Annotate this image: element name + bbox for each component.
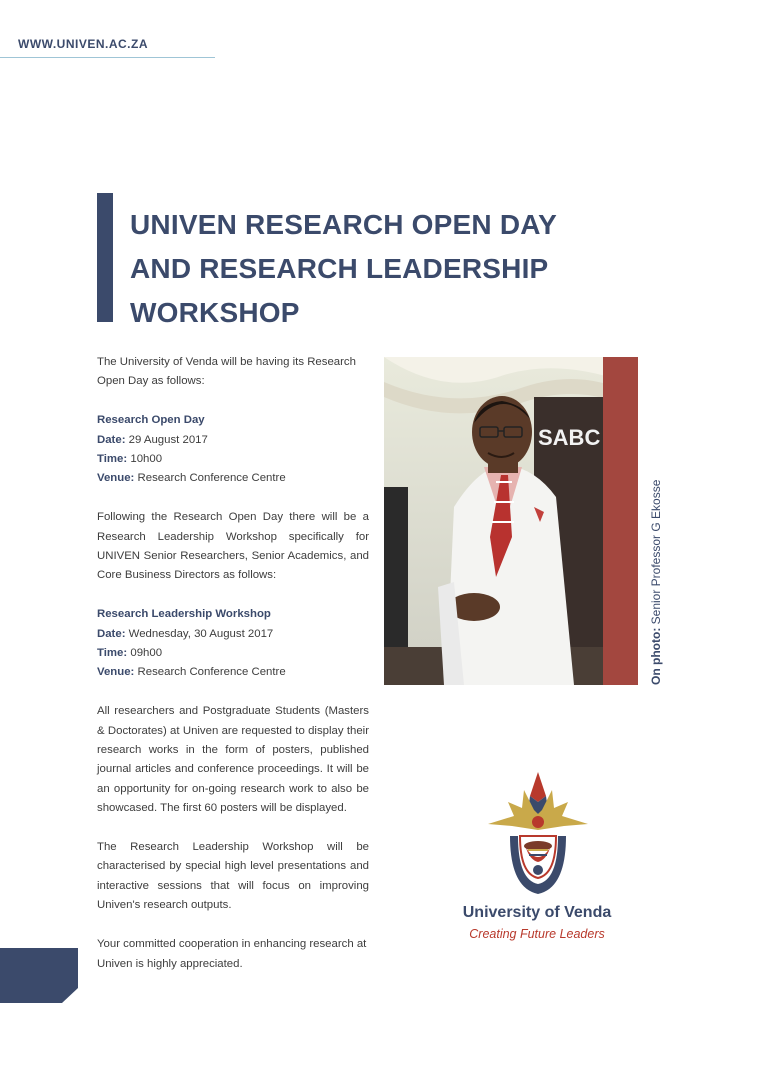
presentations-paragraph: The Research Leadership Workshop will be characterised by special high level presentations and interactive sessions that will focus on improving Univen's research outputs. xyxy=(97,841,369,912)
university-name: University of Venda xyxy=(462,904,612,921)
posters-paragraph: All researchers and Postgraduate Students (Masters & Doctorates) at Univen are requested to display their research works in the form of posters, published journal articles and conference proceedings. It will be an opportunity for on-going research work to also be showcased. The first 60 posters will be displayed. xyxy=(97,705,369,815)
open-day-heading: Research Open Day xyxy=(97,414,205,427)
workshop-date: Date: Wednesday, 30 August 2017 xyxy=(97,627,274,640)
workshop-venue: Venue: Research Conference Centre xyxy=(97,666,286,679)
intro-paragraph: The University of Venda will be having its Research Open Day as follows: xyxy=(97,356,356,388)
closing-paragraph: Your committed cooperation in enhancing research at Univen is highly appreciated. xyxy=(97,938,367,970)
photo-accent-strip xyxy=(603,357,638,685)
page-title xyxy=(130,203,690,335)
caption-name: Senior Professor G Ekosse xyxy=(649,479,663,625)
university-crest-icon xyxy=(484,770,592,904)
header-divider xyxy=(0,57,215,58)
open-day-venue: Venue: Research Conference Centre xyxy=(97,472,286,485)
workshop-heading: Research Leadership Workshop xyxy=(97,608,271,621)
open-day-time: Time: 10h00 xyxy=(97,453,163,466)
title-line-3: WORKSHOP xyxy=(130,297,300,328)
title-line-1: UNIVEN RESEARCH OPEN DAY xyxy=(130,209,557,240)
body-text xyxy=(97,353,369,974)
open-day-date: Date: 29 August 2017 xyxy=(97,433,208,446)
backdrop-sign: SABC xyxy=(538,425,601,450)
caption-label: On photo: xyxy=(649,627,663,685)
site-url[interactable]: WWW.UNIVEN.AC.ZA xyxy=(18,37,148,51)
corner-tab xyxy=(0,948,78,1003)
title-accent-bar xyxy=(97,193,113,322)
title-line-2: AND RESEARCH LEADERSHIP xyxy=(130,253,549,284)
workshop-intro-paragraph: Following the Research Open Day there will be a Research Leadership Workshop specifically for UNIVEN Senior Researchers, Senior Academics, and Core Business Directors as follows: xyxy=(97,511,369,582)
university-tagline: Creating Future Leaders xyxy=(469,927,605,941)
workshop-time: Time: 09h00 xyxy=(97,647,163,660)
speaker-photo-illustration xyxy=(384,357,638,685)
speaker-photo xyxy=(384,357,638,685)
photo-caption xyxy=(646,445,666,685)
